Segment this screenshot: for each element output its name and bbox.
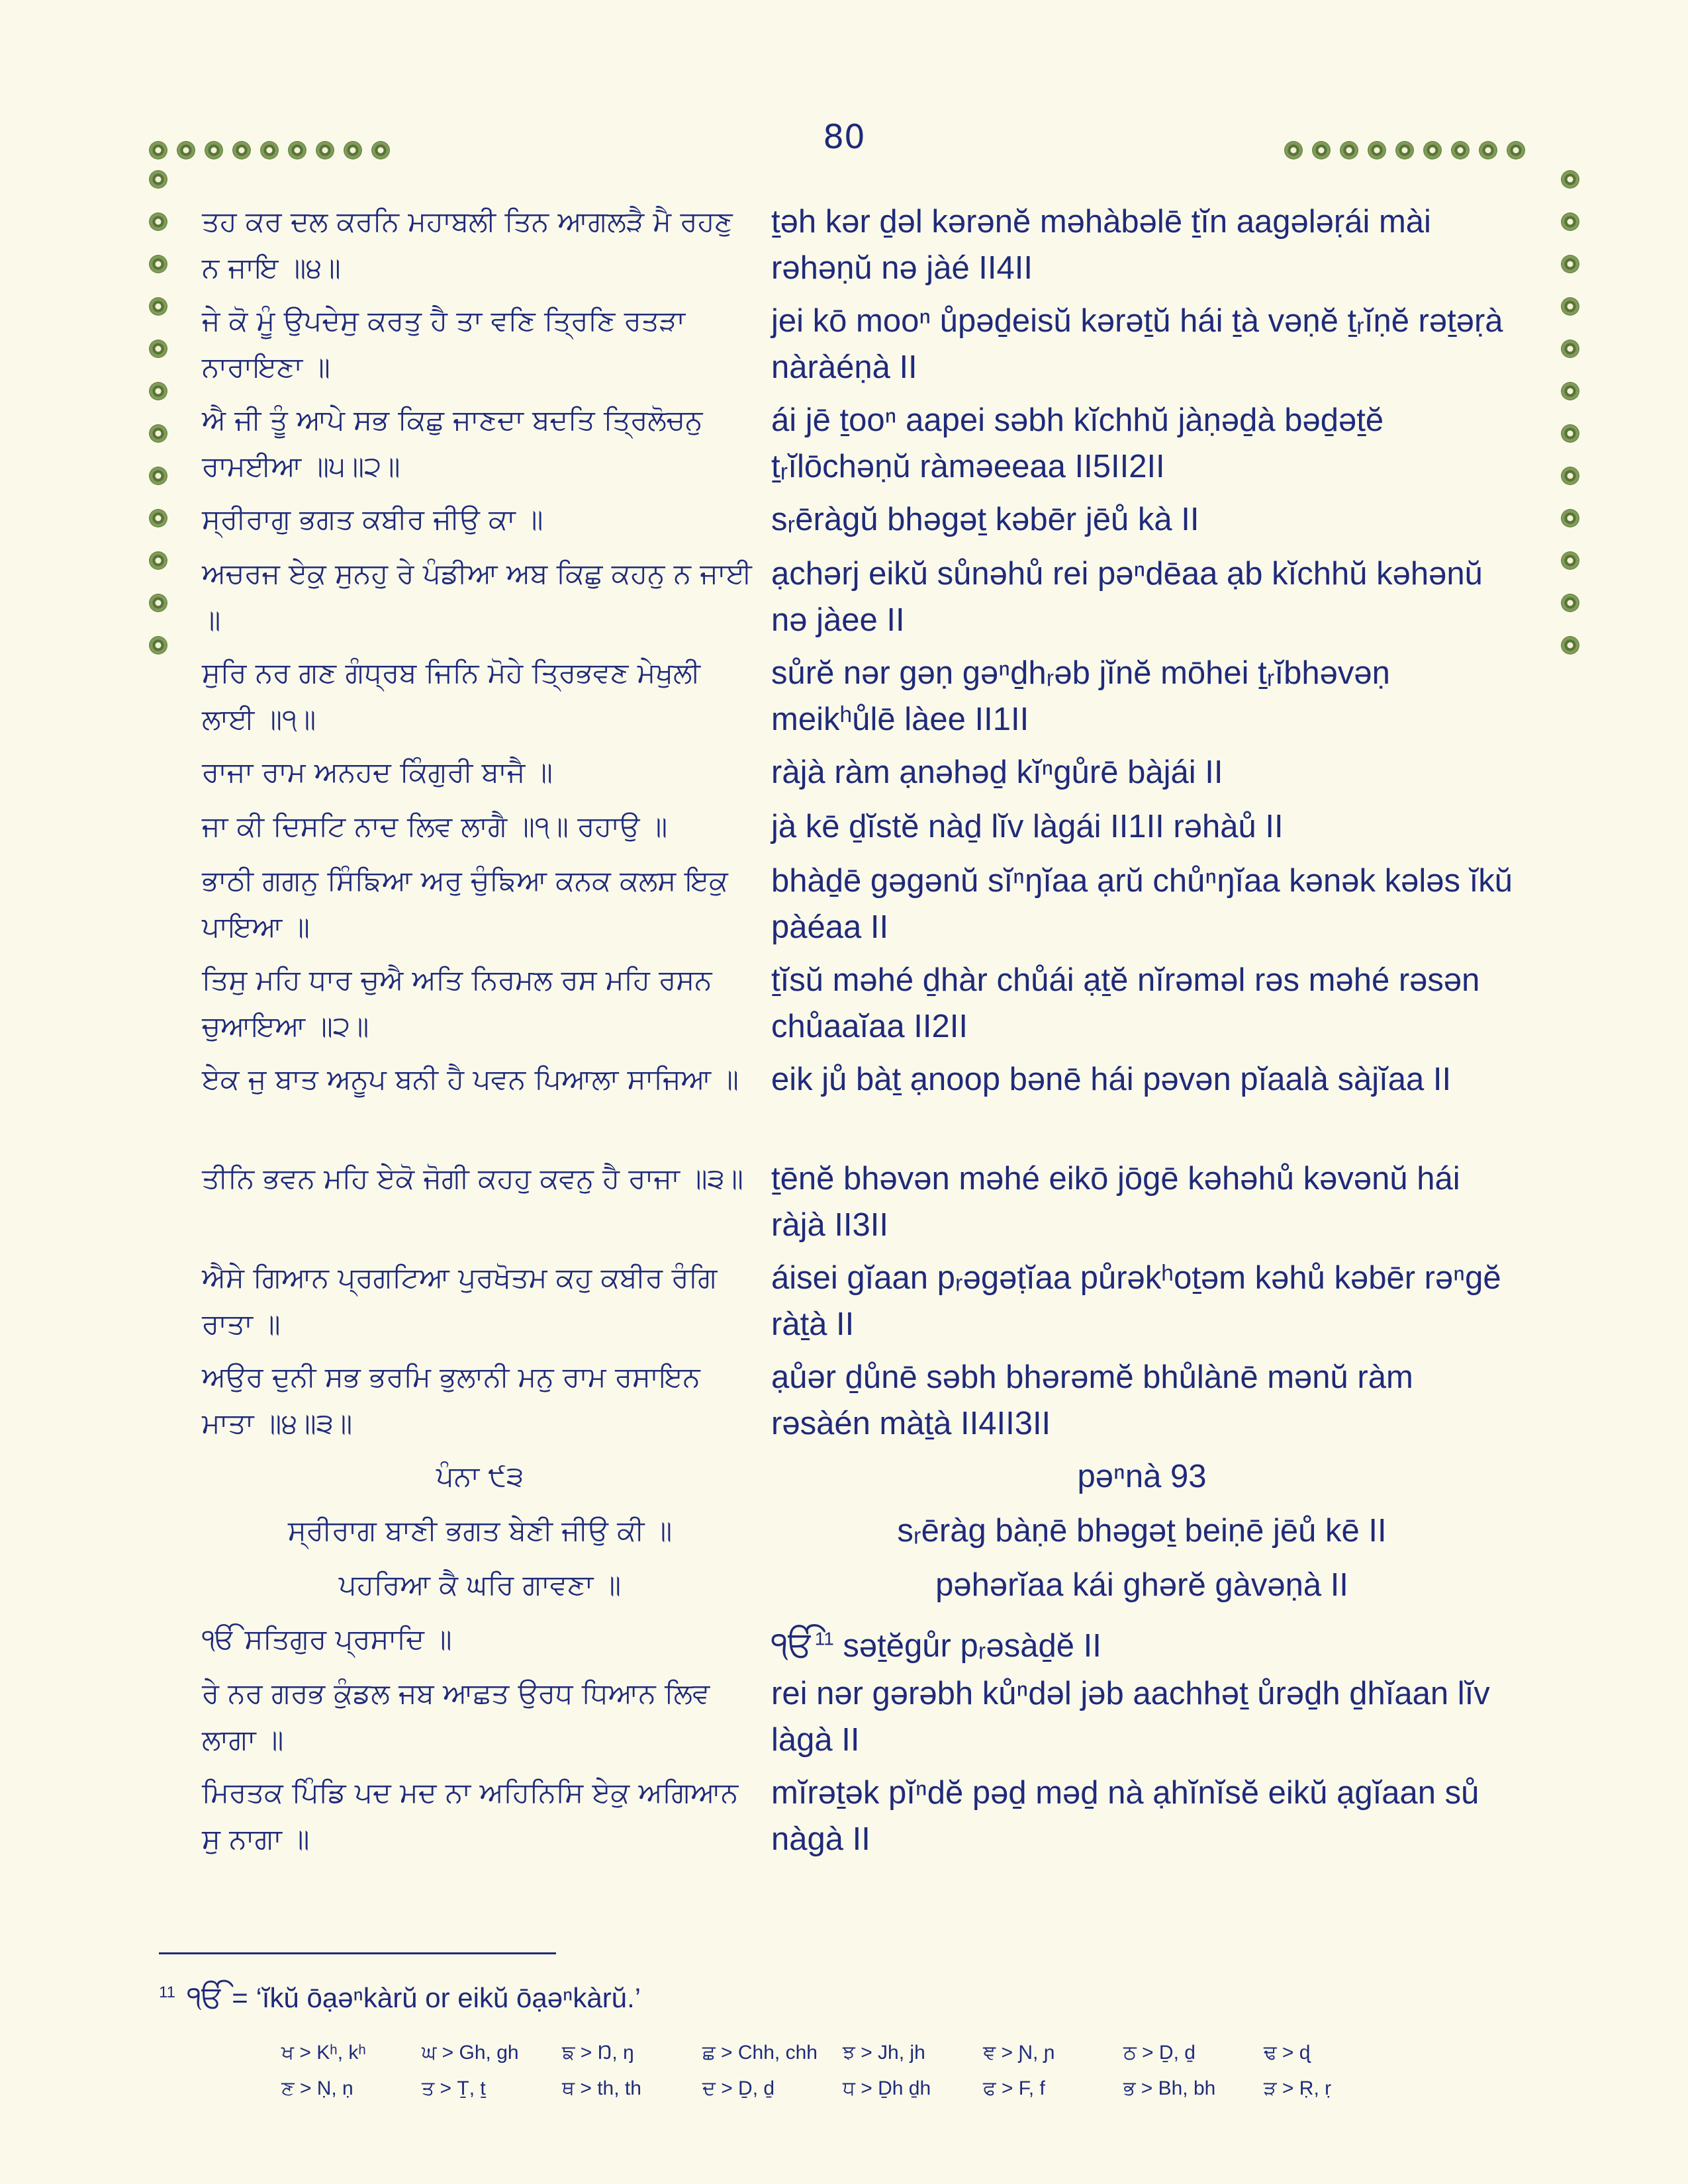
flower-ornament-icon: [1558, 251, 1583, 277]
gurmukhi-text: ਪੰਨਾ ੯੩: [436, 1460, 524, 1492]
gurmukhi-text: ਰੇ ਨਰ ਗਰਭ ਕੁੰਡਲ ਜਬ ਆਛਤ ਉਰਧ ਧਿਆਨ ਲਿਵ ਲਾਗਾ ॥: [202, 1677, 710, 1756]
gurmukhi-text: ਜਾ ਕੀ ਦਿਸਟਿ ਨਾਦ ਲਿਵ ਲਾਗੈ ॥੧॥ ਰਹਾਉ ॥: [202, 810, 668, 842]
transliteration-text: áisei gĭaan pᵣəgəṭĭaa půrəkʰoṯəm kəhů kəbēr rəⁿgĕ ràṯà II: [771, 1260, 1501, 1342]
panna-row: [202, 1453, 1526, 1508]
verse-row: [202, 957, 1526, 1056]
flower-ornament-icon: [312, 138, 338, 163]
verse-row: [202, 397, 1526, 496]
legend-item: ਦ > Ḏ, ḏ: [702, 2077, 775, 2099]
gurmukhi-text: ਸੁਰਿ ਨਰ ਗਣ ਗੰਧ੍ਰਬ ਜਿਨਿ ਮੋਹੇ ਤ੍ਰਿਭਵਣ ਮੇਖੁਲੀ ਲਾਈ ॥੧॥: [202, 657, 701, 735]
flower-ornament-icon: [146, 336, 171, 361]
flower-ornament-icon: [146, 463, 171, 488]
legend-item: ਞ > Ɲ, ɲ: [983, 2042, 1055, 2064]
flower-ornament-icon: [146, 548, 171, 573]
transliteration-text: ràjà ràm ạnəhəḏ kĭⁿgůrē bàjái II: [771, 754, 1223, 790]
footnote-ikonkar-glyph: ੴ: [187, 1979, 224, 2015]
gurmukhi-text: ਸ੍ਰੀਰਾਗ ਬਾਣੀ ਭਗਤ ਬੇਣੀ ਜੀਉ ਕੀ ॥: [287, 1514, 673, 1547]
left-flower-border: [146, 167, 171, 675]
flower-ornament-icon: [229, 138, 254, 163]
flower-ornament-icon: [1558, 209, 1583, 234]
flower-ornament-icon: [1558, 379, 1583, 404]
verse-row: [202, 858, 1526, 957]
gurmukhi-text: ਐਸੇ ਗਿਆਨ ਪ੍ਰਗਟਿਆ ਪੁਰਖੋਤਮ ਕਹੁ ਕਬੀਰ ਰੰਗਿ ਰਾਤਾ ॥: [202, 1261, 718, 1340]
flower-ornament-icon: [1281, 138, 1306, 163]
flower-ornament-icon: [1558, 506, 1583, 531]
legend-item: ਛ > Chh, chh: [702, 2042, 818, 2064]
flower-ornament-icon: [1336, 138, 1362, 163]
legend-item: ਥ > th, th: [562, 2077, 641, 2099]
flower-ornament-icon: [146, 138, 171, 163]
gurmukhi-text: ਸ੍ਰੀਰਾਗੁ ਭਗਤ ਕਬੀਰ ਜੀਉ ਕਾ ॥: [202, 503, 543, 535]
flower-ornament-icon: [368, 138, 393, 163]
flower-ornament-icon: [146, 506, 171, 531]
footnote: [159, 1979, 641, 2016]
flower-ornament-icon: [173, 138, 199, 163]
gurmukhi-text: ੴ ਸਤਿਗੁਰ ਪ੍ਰਸਾਦਿ ॥: [202, 1623, 452, 1655]
verse-row: [202, 1156, 1526, 1255]
flower-ornament-icon: [1309, 138, 1334, 163]
heading-row: [202, 1562, 1526, 1616]
verse-row: [202, 749, 1526, 803]
gurmukhi-text: ਐ ਜੀ ਤੂੰ ਆਪੇ ਸਭ ਕਿਛੁ ਜਾਣਦਾ ਬਦਤਿ ਤ੍ਰਿਲੋਚਨੁ ਰਾਮਈਆ ॥੫॥੨॥: [202, 404, 703, 482]
gurmukhi-text: ਰਾਜਾ ਰਾਮ ਅਨਹਦ ਕਿੰਗੁਰੀ ਬਾਜੈ ॥: [202, 756, 553, 788]
flower-ornament-icon: [1558, 336, 1583, 361]
legend-item: ਝ > Jh, jh: [843, 2042, 925, 2064]
verse-row: [202, 298, 1526, 397]
legend-item: ਖ > Kʰ, kʰ: [281, 2042, 366, 2064]
flower-ornament-icon: [146, 633, 171, 658]
transliteration-text: ṯēnĕ bhəvən məhé eikō jōgē kəhəhů kəvənŭ hái ràjà II3II: [771, 1161, 1460, 1243]
flower-ornament-icon: [1476, 138, 1501, 163]
transliteration-text: jei kō mooⁿ ůpəḏeisŭ kərəṯŭ hái ṯà vəṇĕ ṯᵣĭṇĕ rəṯəṛà nàràéṇà II: [771, 303, 1503, 385]
flower-ornament-icon: [146, 379, 171, 404]
verse-row: [202, 496, 1526, 551]
top-right-flower-border: [1281, 138, 1531, 163]
flower-ornament-icon: [1420, 138, 1445, 163]
gurmukhi-text: ਤੀਨਿ ਭਵਨ ਮਹਿ ਏਕੋ ਜੋਗੀ ਕਹਹੁ ਕਵਨੁ ਹੈ ਰਾਜਾ ॥੩॥: [202, 1162, 743, 1195]
flower-ornament-icon: [1558, 294, 1583, 319]
transliteration-text: jà kē ḏĭstĕ nàḏ lĭv làgái II1II rəhàů II: [771, 809, 1284, 844]
verse-row: [202, 1354, 1526, 1453]
legend-item: ਢ > ɖ: [1264, 2042, 1311, 2064]
transliteration-text: ṯəh kər ḏəl kərənĕ məhàbəlē ṯĭn aagələṛái mài rəhəṇŭ nə jàé II4II: [771, 204, 1431, 286]
transliteration-text: sᵣēràgŭ bhəgəṯ kəbēr jēů kà II: [771, 502, 1199, 537]
ikonkar-glyph: ੴ: [771, 1625, 815, 1665]
flower-ornament-icon: [1558, 167, 1583, 192]
transliteration-text: pəhərĭaa kái ghərĕ gàvəṇà II: [935, 1567, 1348, 1603]
flower-ornament-icon: [1392, 138, 1417, 163]
footnote-number: 11: [159, 1983, 175, 2001]
gurmukhi-text: ਅਉਰ ਦੁਨੀ ਸਭ ਭਰਮਿ ਭੁਲਾਨੀ ਮਨੁ ਰਾਮ ਰਸਾਇਨ ਮਾਤਾ ॥੪॥੩॥: [202, 1361, 700, 1439]
flower-ornament-icon: [146, 421, 171, 446]
transliteration-text: bhàḏē gəgənŭ sĭⁿŋĭaa ạrŭ chůⁿŋĭaa kənək kələs ĭkŭ pàéaa II: [771, 863, 1513, 945]
ikonkar-translit: səṯĕgůr pᵣəsàḏĕ II: [833, 1628, 1102, 1664]
legend-row: [281, 2035, 1407, 2071]
flower-ornament-icon: [1558, 548, 1583, 573]
gurmukhi-text: ਪਹਰਿਆ ਕੈ ਘਰਿ ਗਾਵਣਾ ॥: [338, 1569, 622, 1601]
transliteration-text: sᵣēràg bàṇē bhəgəṯ beiṇē jēů kē II: [897, 1513, 1387, 1549]
verse-table: [202, 199, 1526, 1869]
flower-ornament-icon: [146, 167, 171, 192]
legend-item: ਧ > Ḏh ḏh: [843, 2077, 931, 2099]
footnote-rule: [159, 1952, 556, 1954]
legend-item: ੜ > Ṛ, ṛ: [1264, 2077, 1332, 2099]
flower-ornament-icon: [340, 138, 365, 163]
flower-ornament-icon: [201, 138, 226, 163]
right-flower-border: [1558, 167, 1583, 675]
flower-ornament-icon: [257, 138, 282, 163]
flower-ornament-icon: [1558, 463, 1583, 488]
gurmukhi-text: ਤਹ ਕਰ ਦਲ ਕਰਨਿ ਮਹਾਬਲੀ ਤਿਨ ਆਗਲੜੈ ਮੈ ਰਹਣੁ ਨ ਜਾਇ ॥੪॥: [202, 205, 733, 284]
footnote-reference: 11: [814, 1629, 834, 1649]
flower-ornament-icon: [1558, 590, 1583, 615]
ikonkar-row: [202, 1616, 1526, 1670]
transliteration-text: ạchərj eikŭ sůnəhů rei pəⁿdēaa ạb kĭchhŭ kəhənŭ nə jàee II: [771, 556, 1483, 638]
transliteration-text: eik jů bàṯ ạnoop bənē hái pəvən pĭaalà sàjĭaa II: [771, 1062, 1452, 1097]
transliteration-text: pəⁿnà 93: [1077, 1459, 1207, 1494]
flower-ornament-icon: [1558, 633, 1583, 658]
transliteration-text: sůrĕ nər gəṇ gəⁿḏhᵣəb jĭnĕ mōhei ṯᵣĭbhəvəṇ meikʰůlē làee II1II: [771, 655, 1390, 737]
heading-row: [202, 1508, 1526, 1562]
legend-item: ਘ > Gh, gh: [422, 2042, 519, 2064]
verse-row: [202, 199, 1526, 298]
gurmukhi-text: ਜੇ ਕੋ ਮੂੰ ਉਪਦੇਸੁ ਕਰਤੁ ਹੈ ਤਾ ਵਣਿ ਤ੍ਰਿਣਿ ਰਤੜਾ ਨਾਰਾਇਣਾ ॥: [202, 304, 686, 383]
legend-item: ਤ > Ṯ, ṯ: [422, 2077, 486, 2099]
footnote-text: = ‘ĭkŭ ōạəⁿkàrŭ or eikŭ ōạəⁿkàrŭ.’: [232, 1982, 641, 2013]
flower-ornament-icon: [1558, 421, 1583, 446]
gurmukhi-text: ਭਾਠੀ ਗਗਨੁ ਸਿੰਙਿਆ ਅਰੁ ਚੁੰਙਿਆ ਕਨਕ ਕਲਸ ਇਕੁ ਪਾਇਆ ॥: [202, 864, 728, 943]
flower-ornament-icon: [1448, 138, 1473, 163]
flower-ornament-icon: [146, 251, 171, 277]
top-left-flower-border: [146, 138, 396, 163]
legend-item: ਠ > Ḏ, ḏ: [1123, 2042, 1196, 2064]
flower-ornament-icon: [1364, 138, 1389, 163]
legend-item: ਙ > Ŋ, ŋ: [562, 2042, 634, 2064]
flower-ornament-icon: [285, 138, 310, 163]
legend-item: ਣ > Ṇ, ṇ: [281, 2077, 353, 2099]
flower-ornament-icon: [1503, 138, 1528, 163]
verse-row: [202, 803, 1526, 858]
gurmukhi-text: ਏਕ ਜੁ ਬਾਤ ਅਨੂਪ ਬਨੀ ਹੈ ਪਵਨ ਪਿਆਲਾ ਸਾਜਿਆ ॥: [202, 1063, 739, 1095]
flower-ornament-icon: [146, 209, 171, 234]
transliteration-text: ṯĭsŭ məhé ḏhàr chůái ạṯĕ nĭrəməl rəs məhé rəsən chůaaĭaa II2II: [771, 962, 1480, 1044]
transliteration-text: mĭrəṯək pĭⁿdĕ pəḏ məḏ nà ạhĭnĭsĕ eikŭ ạgĭaan sů nàgà II: [771, 1775, 1479, 1857]
flower-ornament-icon: [146, 590, 171, 615]
gurmukhi-text: ਮਿਰਤਕ ਪਿੰਡਿ ਪਦ ਮਦ ਨਾ ਅਹਿਨਿਸਿ ਏਕੁ ਅਗਿਆਨ ਸੁ ਨਾਗਾ ॥: [202, 1776, 739, 1855]
legend-item: ਫ > F, f: [983, 2077, 1045, 2099]
gurmukhi-text: ਅਚਰਜ ਏਕੁ ਸੁਨਹੁ ਰੇ ਪੰਡੀਆ ਅਬ ਕਿਛੁ ਕਹਨੁ ਨ ਜਾਈ ॥: [202, 557, 752, 636]
verse-row: [202, 650, 1526, 749]
verse-row: [202, 1255, 1526, 1354]
verse-row: [202, 1056, 1526, 1156]
transliteration-text: ạůər ḏůnē səbh bhərəmĕ bhůlànē mənŭ ràm rəsàén màṯà II4II3II: [771, 1359, 1413, 1441]
transliteration-text: rei nər gərəbh kůⁿdəl jəb aachhəṯ ůrəḏh ḏhĭaan lĭv làgà II: [771, 1676, 1490, 1758]
transliteration-legend: [281, 2035, 1407, 2107]
verse-row: [202, 1670, 1526, 1770]
page-number: 80: [823, 118, 865, 156]
flower-ornament-icon: [146, 294, 171, 319]
gurmukhi-text: ਤਿਸੁ ਮਹਿ ਧਾਰ ਚੁਐ ਅਤਿ ਨਿਰਮਲ ਰਸ ਮਹਿ ਰਸਨ ਚੁਆਇਆ ॥੨॥: [202, 964, 712, 1042]
verse-row: [202, 551, 1526, 650]
legend-item: ਭ > Bh, bh: [1123, 2077, 1216, 2099]
transliteration-text: [771, 1616, 1513, 1669]
verse-row: [202, 1770, 1526, 1869]
transliteration-text: ái jē ṯooⁿ aapei səbh kĭchhŭ jàṇəḏà bəḏəṯĕ ṯᵣĭlōchəṇŭ ràməeeaa II5II2II: [771, 402, 1384, 484]
legend-row: [281, 2071, 1407, 2107]
